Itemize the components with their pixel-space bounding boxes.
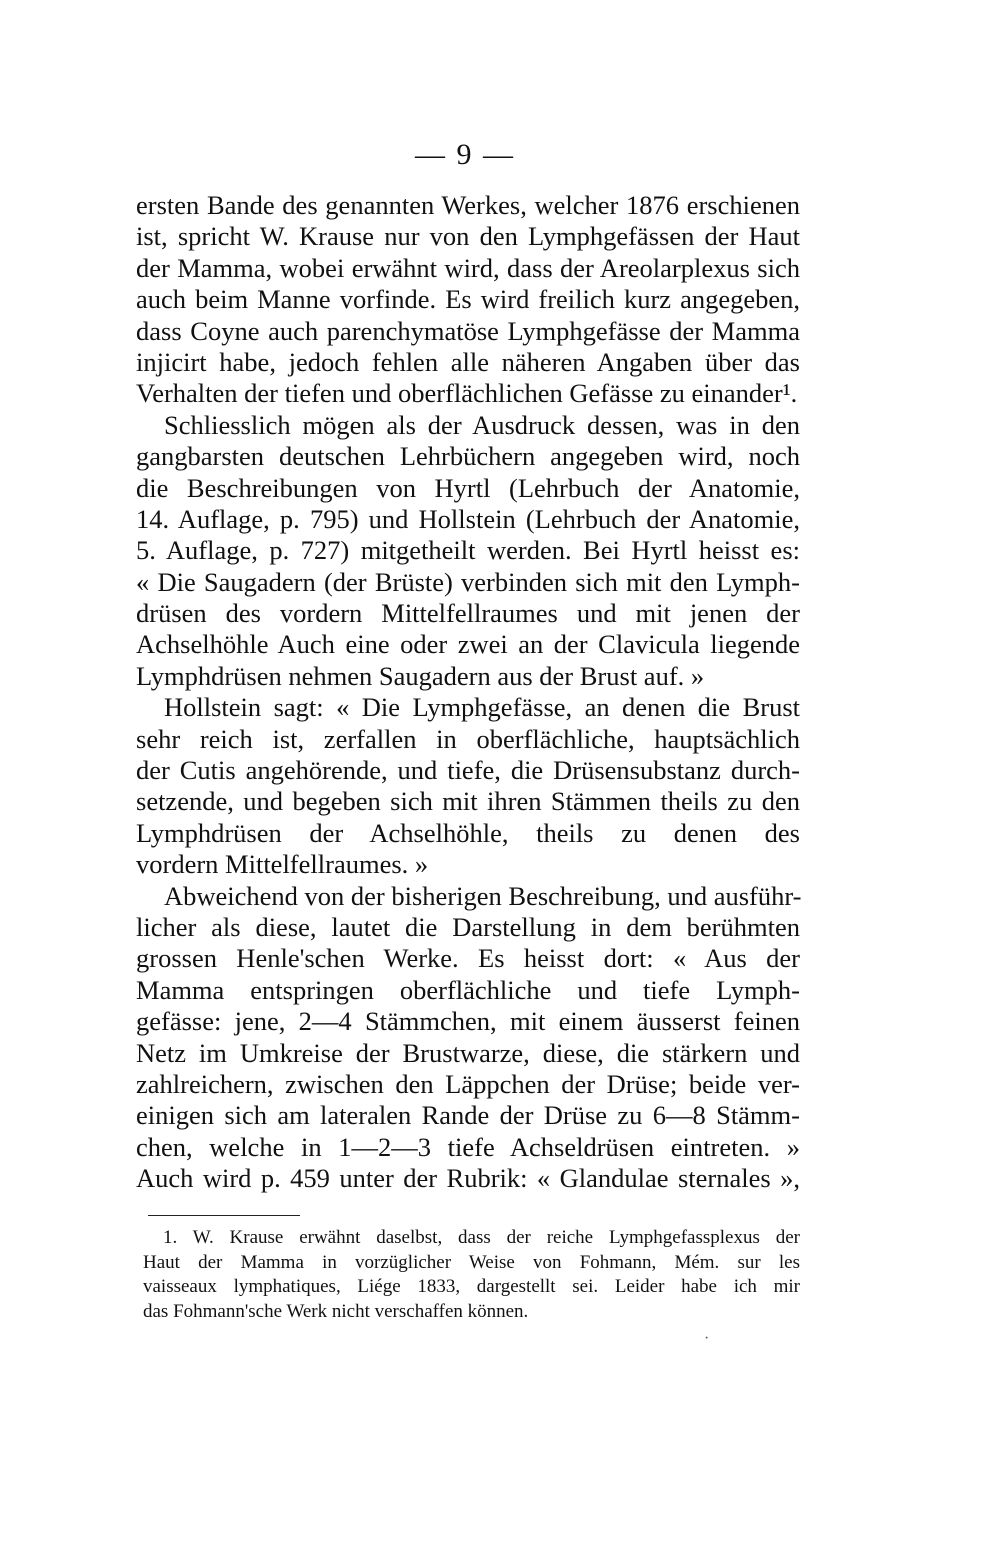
text-line: Lymphdrüsen der Achselhöhle, theils zu denen des xyxy=(136,817,800,848)
text-line: Schliesslich mögen als der Ausdruck dessen, was in den xyxy=(164,409,800,440)
text-line: vordern Mittelfellraumes. » xyxy=(136,849,429,880)
text-line: dass Coyne auch parenchymatöse Lymphgefässe der Mamma xyxy=(136,315,800,346)
text-line: Auch wird p. 459 unter der Rubrik: « Glandulae sternales », xyxy=(136,1163,800,1194)
text-line: setzende, und begeben sich mit ihren Stämmen theils zu den xyxy=(136,786,800,817)
text-line: chen, welche in 1—2—3 tiefe Achseldrüsen eintreten. » xyxy=(136,1131,800,1162)
text-line: einigen sich am lateralen Rande der Drüse zu 6—8 Stämm- xyxy=(136,1100,800,1131)
text-line: der Mamma, wobei erwähnt wird, dass der Areolarplexus sich xyxy=(136,252,800,283)
text-line: Lymphdrüsen nehmen Saugadern aus der Brust auf. » xyxy=(136,660,705,691)
page-number: — 9 — xyxy=(415,138,515,171)
footnotes xyxy=(143,1226,800,1324)
text-line: 14. Auflage, p. 795) und Hollstein (Lehrbuch der Anatomie, xyxy=(136,503,800,534)
text-line: Hollstein sagt: « Die Lymphgefässe, an denen die Brust xyxy=(164,692,800,723)
text-line: grossen Henle'schen Werke. Es heisst dort: « Aus der xyxy=(136,943,800,974)
footnote-line: 1. W. Krause erwähnt daselbst, dass der reiche Lymphgefassplexus der xyxy=(163,1227,800,1248)
text-line: ersten Bande des genannten Werkes, welcher 1876 erschienen xyxy=(136,190,800,220)
text-line: licher als diese, lautet die Darstellung in dem berühmten xyxy=(136,911,800,942)
text-line: 5. Auflage, p. 727) mitgetheilt werden. Bei Hyrtl heisst es: xyxy=(136,535,800,566)
text-line: Netz im Umkreise der Brustwarze, diese, die stärkern und xyxy=(136,1037,800,1068)
text-line: Abweichend von der bisherigen Beschreibung, und ausführ- xyxy=(164,880,802,911)
ink-speck-mark: · xyxy=(704,1330,710,1347)
text-line: gefässe: jene, 2—4 Stämmchen, mit einem äusserst feinen xyxy=(136,1006,800,1037)
text-line: ist, spricht W. Krause nur von den Lymphgefässen der Haut xyxy=(136,221,800,252)
text-line: drüsen des vordern Mittelfellraumes und mit jenen der xyxy=(136,598,800,629)
text-line: gangbarsten deutschen Lehrbüchern angegeben wird, noch xyxy=(136,441,800,472)
text-line: « Die Saugadern (der Brüste) verbinden sich mit den Lymph- xyxy=(136,566,800,597)
footnote-divider xyxy=(148,1215,300,1216)
text-line: Mamma entspringen oberflächliche und tiefe Lymph- xyxy=(136,974,800,1005)
footnote-line: Haut der Mamma in vorzüglicher Weise von Fohmann, Mém. sur les xyxy=(143,1251,800,1273)
text-line: die Beschreibungen von Hyrtl (Lehrbuch der Anatomie, xyxy=(136,472,800,503)
footnote-line: vaisseaux lymphatiques, Liége 1833, dargestellt sei. Leider habe ich mir xyxy=(143,1276,800,1297)
text-line: sehr reich ist, zerfallen in oberflächliche, hauptsächlich xyxy=(136,723,800,754)
text-line: Achselhöhle Auch eine oder zwei an der Clavicula liegende xyxy=(136,629,800,660)
text-line: Verhalten der tiefen und oberflächlichen Gefässe zu einander¹. xyxy=(136,378,798,409)
footnote-line: das Fohmann'sche Werk nicht verschaffen können. xyxy=(143,1300,529,1322)
body-text xyxy=(136,190,800,1195)
text-line: auch beim Manne vorfinde. Es wird freilich kurz angegeben, xyxy=(136,284,800,315)
text-line: zahlreichern, zwischen den Läppchen der Drüse; beide ver- xyxy=(136,1068,800,1099)
text-line: der Cutis angehörende, und tiefe, die Drüsensubstanz durch- xyxy=(136,755,800,786)
text-line: injicirt habe, jedoch fehlen alle näheren Angaben über das xyxy=(136,346,800,377)
